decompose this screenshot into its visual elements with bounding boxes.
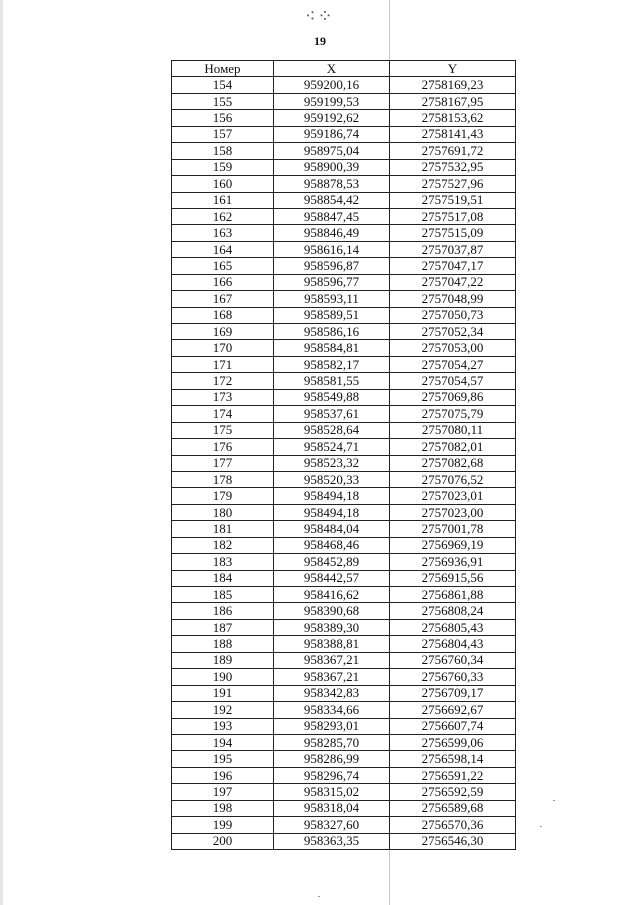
table-row: [172, 274, 516, 290]
table-row: [172, 439, 516, 455]
cell-x: 958468,46: [274, 537, 390, 553]
cell-x: 958524,71: [274, 439, 390, 455]
cell-number: 159: [172, 159, 274, 175]
cell-number: 180: [172, 504, 274, 520]
cell-x: 958596,77: [274, 274, 390, 290]
table-row: [172, 159, 516, 175]
table-row: [172, 455, 516, 471]
cell-y: 2756591,22: [390, 767, 516, 783]
cell-number: 179: [172, 488, 274, 504]
cell-x: 958494,18: [274, 488, 390, 504]
cell-x: 959199,53: [274, 93, 390, 109]
table-row: [172, 587, 516, 603]
scan-speck: [553, 800, 555, 801]
cell-x: 958900,39: [274, 159, 390, 175]
cell-x: 958847,45: [274, 208, 390, 224]
table-row: [172, 817, 516, 833]
cell-x: 958388,81: [274, 636, 390, 652]
cell-number: 193: [172, 718, 274, 734]
cell-x: 959186,74: [274, 126, 390, 142]
cell-number: 168: [172, 307, 274, 323]
table-row: [172, 734, 516, 750]
table-row: [172, 833, 516, 849]
cell-y: 2756592,59: [390, 784, 516, 800]
table-row: [172, 521, 516, 537]
cell-x: 958390,68: [274, 603, 390, 619]
cell-number: 189: [172, 652, 274, 668]
scan-artifact: ⁖⁘: [305, 6, 335, 26]
table-header-row: [172, 61, 516, 77]
cell-y: 2757001,78: [390, 521, 516, 537]
cell-number: 183: [172, 554, 274, 570]
cell-y: 2756936,91: [390, 554, 516, 570]
cell-number: 172: [172, 373, 274, 389]
cell-y: 2757052,34: [390, 324, 516, 340]
cell-y: 2758169,23: [390, 77, 516, 93]
cell-y: 2757082,01: [390, 439, 516, 455]
cell-y: 2756861,88: [390, 587, 516, 603]
table-row: [172, 389, 516, 405]
table-row: [172, 784, 516, 800]
cell-number: 177: [172, 455, 274, 471]
cell-x: 958367,21: [274, 669, 390, 685]
cell-y: 2756607,74: [390, 718, 516, 734]
cell-number: 198: [172, 800, 274, 816]
cell-y: 2757691,72: [390, 143, 516, 159]
cell-x: 958342,83: [274, 685, 390, 701]
cell-x: 958416,62: [274, 587, 390, 603]
cell-x: 958593,11: [274, 291, 390, 307]
cell-number: 160: [172, 176, 274, 192]
cell-number: 190: [172, 669, 274, 685]
cell-number: 192: [172, 702, 274, 718]
cell-number: 176: [172, 439, 274, 455]
cell-y: 2756808,24: [390, 603, 516, 619]
header-y: Y: [390, 61, 516, 77]
cell-y: 2758167,95: [390, 93, 516, 109]
cell-y: 2756805,43: [390, 619, 516, 635]
coordinates-table: [171, 60, 516, 850]
cell-x: 958293,01: [274, 718, 390, 734]
cell-y: 2756915,56: [390, 570, 516, 586]
table-row: [172, 126, 516, 142]
cell-y: 2757047,17: [390, 258, 516, 274]
table-row: [172, 324, 516, 340]
scan-speck: [540, 826, 542, 827]
cell-y: 2757050,73: [390, 307, 516, 323]
cell-number: 163: [172, 225, 274, 241]
cell-number: 161: [172, 192, 274, 208]
cell-number: 187: [172, 619, 274, 635]
cell-x: 958596,87: [274, 258, 390, 274]
cell-x: 958854,42: [274, 192, 390, 208]
cell-number: 200: [172, 833, 274, 849]
cell-y: 2757023,00: [390, 504, 516, 520]
cell-y: 2757527,96: [390, 176, 516, 192]
table-row: [172, 504, 516, 520]
table-row: [172, 603, 516, 619]
cell-y: 2757054,57: [390, 373, 516, 389]
table-row: [172, 471, 516, 487]
cell-y: 2757515,09: [390, 225, 516, 241]
cell-x: 958389,30: [274, 619, 390, 635]
cell-number: 165: [172, 258, 274, 274]
table-row: [172, 176, 516, 192]
cell-number: 167: [172, 291, 274, 307]
scan-speck: [318, 896, 320, 897]
table-row: [172, 702, 516, 718]
cell-y: 2757047,22: [390, 274, 516, 290]
cell-x: 958581,55: [274, 373, 390, 389]
cell-x: 958334,66: [274, 702, 390, 718]
cell-y: 2758141,43: [390, 126, 516, 142]
cell-number: 171: [172, 356, 274, 372]
cell-y: 2756546,30: [390, 833, 516, 849]
cell-y: 2756570,36: [390, 817, 516, 833]
cell-y: 2756760,34: [390, 652, 516, 668]
cell-x: 958494,18: [274, 504, 390, 520]
table-row: [172, 718, 516, 734]
table-row: [172, 110, 516, 126]
cell-x: 959192,62: [274, 110, 390, 126]
cell-y: 2756599,06: [390, 734, 516, 750]
cell-y: 2757532,95: [390, 159, 516, 175]
cell-x: 958846,49: [274, 225, 390, 241]
table-row: [172, 241, 516, 257]
cell-number: 169: [172, 324, 274, 340]
cell-x: 958285,70: [274, 734, 390, 750]
table-row: [172, 554, 516, 570]
cell-number: 154: [172, 77, 274, 93]
cell-x: 958286,99: [274, 751, 390, 767]
cell-y: 2756709,17: [390, 685, 516, 701]
cell-number: 195: [172, 751, 274, 767]
header-x: X: [274, 61, 390, 77]
cell-x: 958878,53: [274, 176, 390, 192]
cell-number: 170: [172, 340, 274, 356]
table-row: [172, 192, 516, 208]
cell-y: 2757069,86: [390, 389, 516, 405]
cell-x: 958484,04: [274, 521, 390, 537]
cell-x: 958975,04: [274, 143, 390, 159]
table-row: [172, 751, 516, 767]
cell-number: 196: [172, 767, 274, 783]
cell-y: 2756969,19: [390, 537, 516, 553]
table-row: [172, 406, 516, 422]
cell-number: 181: [172, 521, 274, 537]
cell-number: 182: [172, 537, 274, 553]
cell-number: 194: [172, 734, 274, 750]
table-row: [172, 619, 516, 635]
cell-number: 164: [172, 241, 274, 257]
cell-x: 958452,89: [274, 554, 390, 570]
cell-y: 2756804,43: [390, 636, 516, 652]
cell-y: 2757048,99: [390, 291, 516, 307]
table-row: [172, 356, 516, 372]
table-row: [172, 225, 516, 241]
cell-x: 959200,16: [274, 77, 390, 93]
cell-y: 2757519,51: [390, 192, 516, 208]
header-number: Номер: [172, 61, 274, 77]
table-row: [172, 291, 516, 307]
cell-number: 185: [172, 587, 274, 603]
cell-x: 958296,74: [274, 767, 390, 783]
cell-number: 188: [172, 636, 274, 652]
cell-number: 157: [172, 126, 274, 142]
cell-x: 958584,81: [274, 340, 390, 356]
cell-y: 2757076,52: [390, 471, 516, 487]
cell-number: 197: [172, 784, 274, 800]
cell-x: 958367,21: [274, 652, 390, 668]
cell-y: 2757023,01: [390, 488, 516, 504]
cell-number: 186: [172, 603, 274, 619]
table-row: [172, 143, 516, 159]
cell-number: 162: [172, 208, 274, 224]
cell-number: 175: [172, 422, 274, 438]
table-row: [172, 340, 516, 356]
cell-y: 2757082,68: [390, 455, 516, 471]
cell-y: 2756692,67: [390, 702, 516, 718]
table-row: [172, 488, 516, 504]
table-row: [172, 77, 516, 93]
cell-number: 173: [172, 389, 274, 405]
table-row: [172, 307, 516, 323]
cell-x: 958327,60: [274, 817, 390, 833]
cell-y: 2757053,00: [390, 340, 516, 356]
cell-x: 958318,04: [274, 800, 390, 816]
cell-number: 158: [172, 143, 274, 159]
cell-number: 191: [172, 685, 274, 701]
table-row: [172, 570, 516, 586]
cell-number: 199: [172, 817, 274, 833]
cell-x: 958586,16: [274, 324, 390, 340]
table-row: [172, 685, 516, 701]
table-row: [172, 767, 516, 783]
cell-y: 2757075,79: [390, 406, 516, 422]
cell-y: 2756589,68: [390, 800, 516, 816]
cell-x: 958589,51: [274, 307, 390, 323]
table-row: [172, 258, 516, 274]
cell-number: 174: [172, 406, 274, 422]
cell-x: 958520,33: [274, 471, 390, 487]
cell-x: 958315,02: [274, 784, 390, 800]
table-row: [172, 373, 516, 389]
cell-x: 958523,32: [274, 455, 390, 471]
cell-x: 958537,61: [274, 406, 390, 422]
cell-x: 958549,88: [274, 389, 390, 405]
cell-number: 156: [172, 110, 274, 126]
cell-y: 2758153,62: [390, 110, 516, 126]
cell-x: 958528,64: [274, 422, 390, 438]
table-row: [172, 800, 516, 816]
cell-number: 155: [172, 93, 274, 109]
cell-number: 178: [172, 471, 274, 487]
cell-x: 958442,57: [274, 570, 390, 586]
cell-y: 2756598,14: [390, 751, 516, 767]
cell-x: 958363,35: [274, 833, 390, 849]
cell-x: 958582,17: [274, 356, 390, 372]
cell-y: 2757054,27: [390, 356, 516, 372]
page-number: 19: [314, 34, 326, 48]
table-row: [172, 93, 516, 109]
table-row: [172, 422, 516, 438]
cell-y: 2757037,87: [390, 241, 516, 257]
cell-number: 166: [172, 274, 274, 290]
cell-y: 2757517,08: [390, 208, 516, 224]
table-row: [172, 636, 516, 652]
cell-x: 958616,14: [274, 241, 390, 257]
cell-y: 2757080,11: [390, 422, 516, 438]
cell-y: 2756760,33: [390, 669, 516, 685]
table-row: [172, 669, 516, 685]
table-row: [172, 652, 516, 668]
cell-number: 184: [172, 570, 274, 586]
table-row: [172, 208, 516, 224]
scan-left-edge: [0, 0, 3, 905]
table-row: [172, 537, 516, 553]
